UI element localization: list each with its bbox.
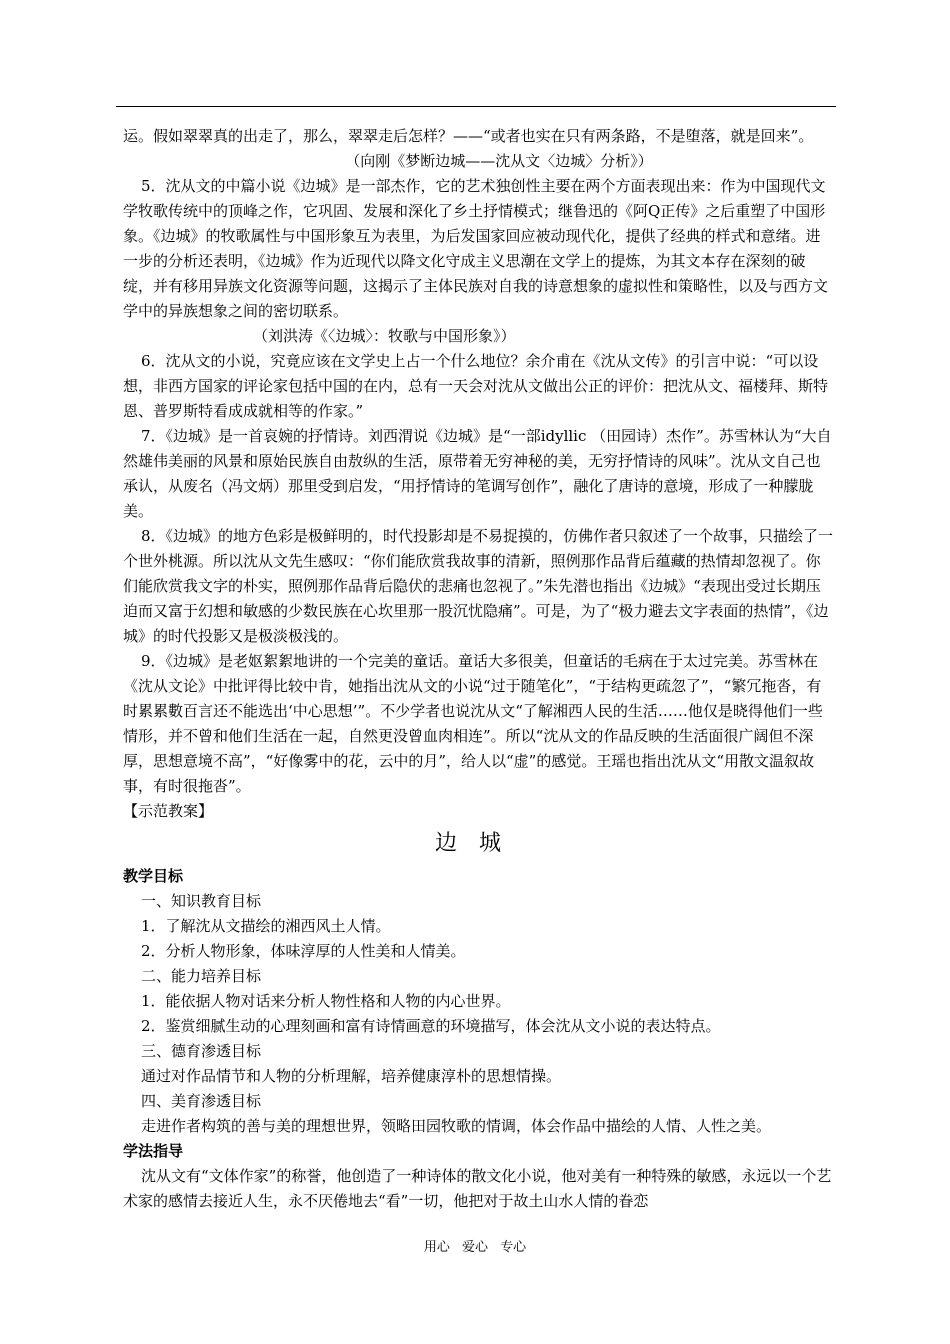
- paragraph-6: 6．沈从文的小说，究竟应该在文学史上占一个什么地位？余介甫在《沈从文传》的引言中说：“可以设想，非西方国家的评论家包括中国的在内，总有一天会对沈从文做出公正的评价：把沈从文、福楼拜、斯特恩、普罗斯特看成成就相等的作家。”: [123, 352, 829, 420]
- citation-xiang-gang: （向刚《梦断边城——沈从文〈边城〉分析》）: [345, 152, 653, 170]
- goal-heading-moral: 三、德育渗透目标: [141, 1042, 262, 1060]
- paragraph-5: 5．沈从文的中篇小说《边城》是一部杰作，它的艺术独创性主要在两个方面表现出来：作为中国现代文学牧歌传统中的顶峰之作，它巩固、发展和深化了乡土抒情模式；继鲁迅的《阿Q正传》之后重塑了中国形象。《边城》的牧歌属性与中国形象互为表里，为后发国家回应被动现代化，提供了经典的样式和意绪。进一步的分析还表明，《边城》作为近现代以降文化守成主义思潮在文学上的提炼，为其文本存在深刻的破绽，并有移用异族文化资源等问题，这揭示了主体民族对自我的诗意想象的虚拟性和策略性，以及与西方文学中的异族想象之间的密切联系。: [123, 177, 829, 320]
- document-body: [123, 124, 835, 1214]
- page-footer: 用心 爱心 专心: [423, 1240, 527, 1255]
- paragraph-continuation: 运。假如翠翠真的出走了，那么，翠翠走后怎样？——“或者也实在只有两条路，不是堕落，就是回来”。: [123, 127, 814, 145]
- paragraph-7: 7．《边城》是一首哀婉的抒情诗。刘西渭说《边城》是“一部idyllic （田园诗）杰作”。苏雪林认为“大自然雄伟美丽的风景和原始民族自由敖纵的生活，原带着无穷神秘的美，无穷抒情诗的风味”。沈从文自己也承认，从废名（冯文炳）那里受到启发，“用抒情诗的笔调写创作”，融化了唐诗的意境，形成了一种朦胧美。: [123, 427, 832, 520]
- method-text: 沈从文有“文体作家”的称誉，他创造了一种诗体的散文化小说，他对美有一种特殊的敏感，永远以一个艺术家的感情去接近人生，永不厌倦地去“看”一切，他把对于故土山水人情的眷恋: [123, 1167, 832, 1210]
- goal-item: 1．能依据人物对话来分析人物性格和人物的内心世界。: [141, 992, 511, 1010]
- goal-text: 通过对作品情节和人物的分析理解，培养健康淳朴的思想情操。: [141, 1067, 562, 1085]
- citation-liu-hongtao: （刘洪涛《〈边城〉：牧歌与中国形象》）: [253, 327, 516, 345]
- goal-heading-ability: 二、能力培养目标: [141, 967, 262, 985]
- document-title: 边城: [434, 831, 523, 856]
- method-heading: 学法指导: [123, 1142, 184, 1160]
- paragraph-8: 8．《边城》的地方色彩是极鲜明的，时代投影却是不易捉摸的，仿佛作者只叙述了一个故事，只描绘了一个世外桃源。所以沈从文先生感叹：“你们能欣赏我故事的清新，照例那作品背后蕴藏的热情却忽视了。你们能欣赏我文字的朴实，照例那作品背后隐伏的悲痛也忽视了。”朱先潜也指出《边城》“表现出受过长期压迫而又富于幻想和敏感的少数民族在心坎里那一股沉忧隐痛”。可是，为了“极力避去文字表面的热情”，《边城》的时代投影又是极淡极浅的。: [123, 527, 834, 645]
- goal-heading-knowledge: 一、知识教育目标: [141, 892, 262, 910]
- goal-item: 1．了解沈从文描绘的湘西风土人情。: [141, 917, 391, 935]
- header-rule: [116, 106, 836, 107]
- section-label: 【示范教案】: [123, 802, 214, 820]
- goal-item: 2．分析人物形象，体味淳厚的人性美和人情美。: [141, 942, 466, 960]
- goals-heading: 教学目标: [123, 867, 184, 885]
- goal-text: 走进作者构筑的善与美的理想世界，领略田园牧歌的情调，体会作品中描绘的人情、人性之美。: [141, 1117, 772, 1135]
- paragraph-9: 9．《边城》是老妪絮絮地讲的一个完美的童话。童话大多很美，但童话的毛病在于太过完美。苏雪林在《沈从文论》中批评得比较中肯，她指出沈从文的小说“过于随笔化”，“于结构更疏忽了”，“繁冗拖沓，有时累累數百言还不能选出‘中心思想’”。不少学者也说沈从文“了解湘西人民的生活……他仅是晓得他们一些情形，并不曾和他们生活在一起，自然更没曾血肉相连”。所以“沈从文的作品反映的生活面很广阔但不深厚，思想意境不高”，“好像雾中的花，云中的月”，给人以“虚”的感觉。王瑶也指出沈从文“用散文温叙故事，有时很拖沓”。: [123, 652, 823, 795]
- goal-item: 2．鉴赏细腻生动的心理刻画和富有诗情画意的环境描写，体会沈从文小说的表达特点。: [141, 1017, 721, 1035]
- goal-heading-aesthetic: 四、美育渗透目标: [141, 1092, 262, 1110]
